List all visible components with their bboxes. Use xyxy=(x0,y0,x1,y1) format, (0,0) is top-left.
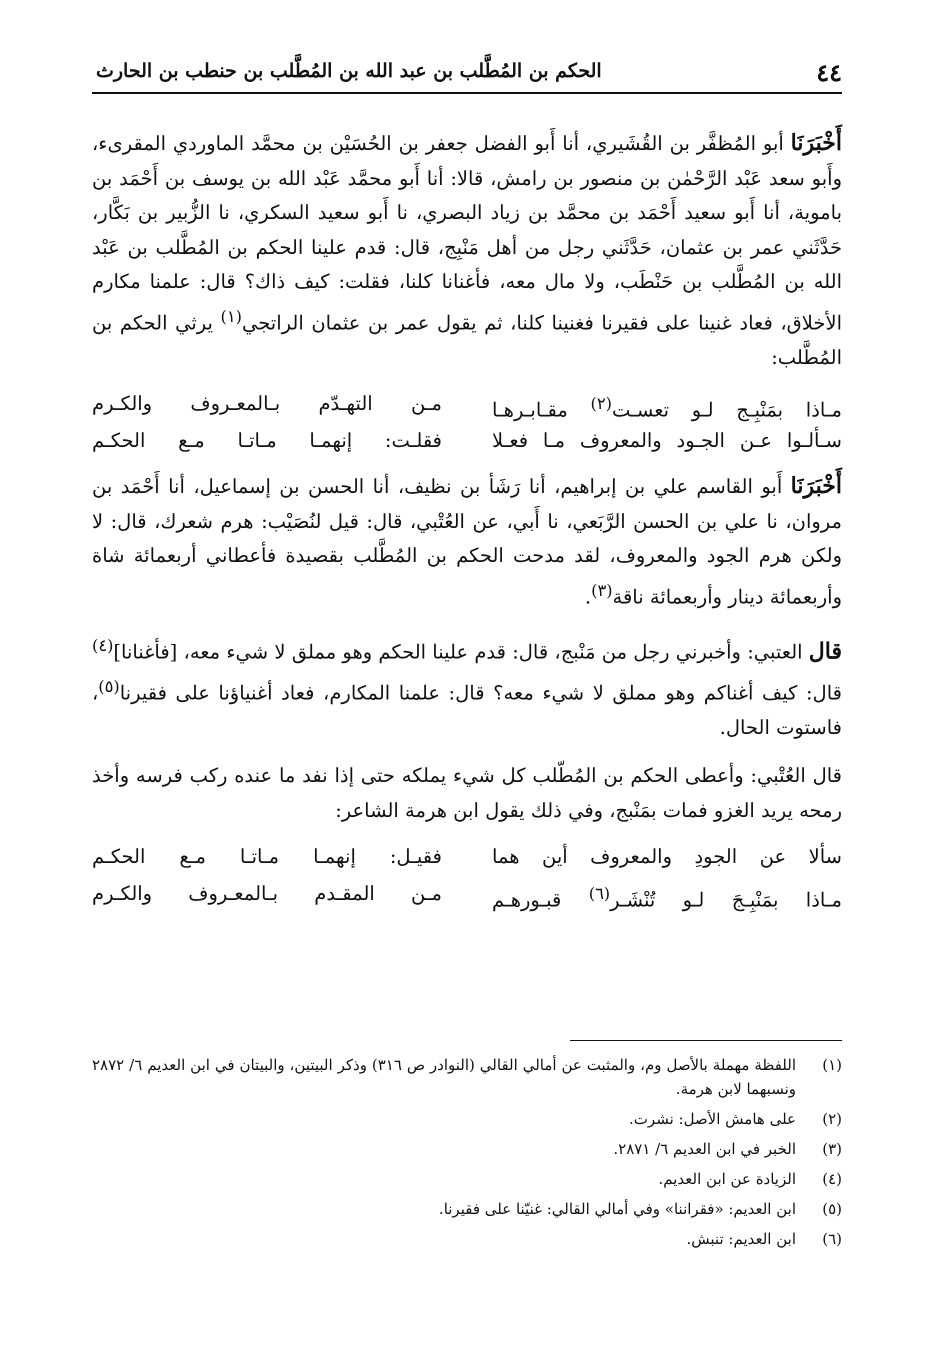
paragraph-4: قال العُتْبي: وأعطى الحكم بن المُطّلب كل شيء يملكه حتى إذا نفد ما عنده ركب فرسه وأخذ رمحه يريد الغزو فمات بمَنْبج، وفي ذلك يقول ابن هرمة الشاعر: xyxy=(92,764,842,822)
lead-word: أَخْبَرَنَا xyxy=(790,473,842,499)
lead-word: قال xyxy=(808,638,842,664)
hemistich-right: سـألـوا عـن الجـود والمعروف مـا فعـلا xyxy=(492,429,842,452)
paragraph-text-end: يرثي الحكم بن المُطَّلب: xyxy=(92,311,842,369)
paragraph-text: قال: كيف أغناكم وهو مملق لا شيء معه؟ قال: علمنا المكارم، فعاد أغنياؤنا على فقيرنا xyxy=(119,681,842,704)
hemistich-left: فقيـل: إنهمـا مـاتـا مـع الحكـم xyxy=(92,845,442,868)
footnote-number: (٦) xyxy=(822,1230,842,1248)
footnote-number: (٥) xyxy=(822,1200,842,1218)
footnote-text: الخبر في ابن العديم ٦/ ٢٨٧١. xyxy=(613,1140,796,1158)
paragraph-2 xyxy=(92,469,842,615)
footnote-ref: (٢) xyxy=(590,394,612,413)
footnote xyxy=(92,1197,842,1221)
page-header xyxy=(92,56,842,94)
footnotes xyxy=(92,1053,842,1257)
poem-1 xyxy=(92,385,842,459)
verse-line xyxy=(92,422,842,459)
footnote-text: اللفظة مهملة بالأصل وم، والمثبت عن أمالي القالي (النوادر ص ٣١٦) وذكر البيتين، والبيتان في ابن العديم ٦/ ٢٨٧٢ ونسبهما لابن هرمة. xyxy=(92,1056,796,1098)
paragraph-text: أبو المُظفَّر بن القُشَيري، أنا أَبو الفضل جعفر بن الحُسَيْن بن محمَّد الماوردي المقرىء، وأَبو سعد عَبْد الرَّحْمٰن بن منصور بن رامش، قالا: أنا أَبو محمَّد عَبْد الله بن يوسف بن أَحْمَد بن باموية، أنا أَبو سعيد أَحْمَد بن محمَّد بن زياد البصري، نا أَبو سعيد السكري، نا الزُّبير بن بَكَّار، حَدَّثَني عمر بن عثمان، حَدَّثَني رجل من أهل مَنْبِج، قال: قدم علينا الحكم بن المُطَّلب بن عَبْد الله بن المُطَّلب بن حَنْطَب، ولا مال معه، فأغنانا كلنا، فقلت: كيف ذاك؟ قال: علمنا مكارم الأخلاق، فعاد غنينا على فقيرنا فغنينا كلنا، ثم يقول عمر بن عثمان الراتجي xyxy=(92,132,842,334)
footnote-number: (٢) xyxy=(822,1110,842,1128)
paragraph-text: أَبو القاسم علي بن إبراهيم، أنا رَشَأ بن نظيف، أنا الحسن بن إسماعيل، أنا أَحْمَد بن مروان، نا علي بن الحسن الرَّبَعي، نا أَبي، عن العُتْبي، قال: قيل لنُصَيْب: هرم شعرك، قال: لا ولكن هرم الجود والمعروف، لقد مدحت الحكم بن المُطَّلب بقصيدة فأعطاني أربعمائة شاة وأربعمائة دينار وأربعمائة ناقة xyxy=(92,475,842,608)
footnote-number: (٣) xyxy=(822,1140,842,1158)
footnote-text: ابن العديم: تنبش. xyxy=(686,1230,796,1248)
footnote xyxy=(92,1137,842,1161)
verse-line xyxy=(92,838,842,875)
verse-line xyxy=(92,875,842,912)
footnote-ref: (١) xyxy=(220,306,242,326)
page-number: ٤٤ xyxy=(816,58,842,87)
lead-word: أَخْبَرَنَا xyxy=(790,130,842,156)
footnote-number: (٤) xyxy=(822,1170,842,1188)
footnote-text: ابن العديم: «فقراننا» وفي أمالي القالي: غنيّنا على فقيرنا. xyxy=(438,1200,796,1218)
footnote-text: على هامش الأصل: نشرت. xyxy=(629,1110,796,1128)
hemistich-left: فقلـت: إنهمـا مـاتـا مـع الحكـم xyxy=(92,429,442,452)
verse-line xyxy=(92,385,842,422)
hemistich-right: سألا عن الجودِ والمعروف أين هما xyxy=(492,845,842,868)
paragraph-text-end: ، فاستوت الحال. xyxy=(92,681,842,739)
hemistich-right: مـاذا بمَنْبِـج لـو تعسـت$^{(٢)}$ مقـابـرهـا xyxy=(492,394,842,422)
footnote-ref: (٦) xyxy=(588,884,611,903)
hemistich-left: مـن التهـدّم بـالمعـروف والكـرم xyxy=(92,392,442,415)
footnote-ref: (٣) xyxy=(591,580,613,600)
footnote xyxy=(92,1053,842,1101)
paragraph-3 xyxy=(92,629,842,746)
footnote-divider xyxy=(570,1040,842,1041)
footnote xyxy=(92,1107,842,1131)
paragraph-1 xyxy=(92,126,842,375)
main-text xyxy=(92,126,842,922)
footnote-number: (١) xyxy=(822,1056,842,1074)
hemistich-left: مـن المقـدم بـالمعـروف والكـرم xyxy=(92,882,442,905)
paragraph-text-end: . xyxy=(584,585,592,608)
footnote-ref: (٤) xyxy=(92,635,114,655)
footnote-text: الزيادة عن ابن العديم. xyxy=(658,1170,796,1188)
poem-2 xyxy=(92,838,842,912)
hemistich-right: مـاذا بمَنْبِـجَ لـو تُنْشَـر$^{(٦)}$ قبـورهـم xyxy=(492,884,842,912)
footnote xyxy=(92,1167,842,1191)
footnote-ref: (٥) xyxy=(98,676,120,696)
paragraph-text: العتبي: وأخبرني رجل من مَنْبج، قال: قدم علينا الحكم وهو مملق لا شيء معه، [فأغنانا] xyxy=(113,640,809,663)
running-title: الحكم بن المُطَّلب بن عبد الله بن المُطَّلب بن حنطب بن الحارث xyxy=(96,60,602,82)
footnote xyxy=(92,1227,842,1251)
